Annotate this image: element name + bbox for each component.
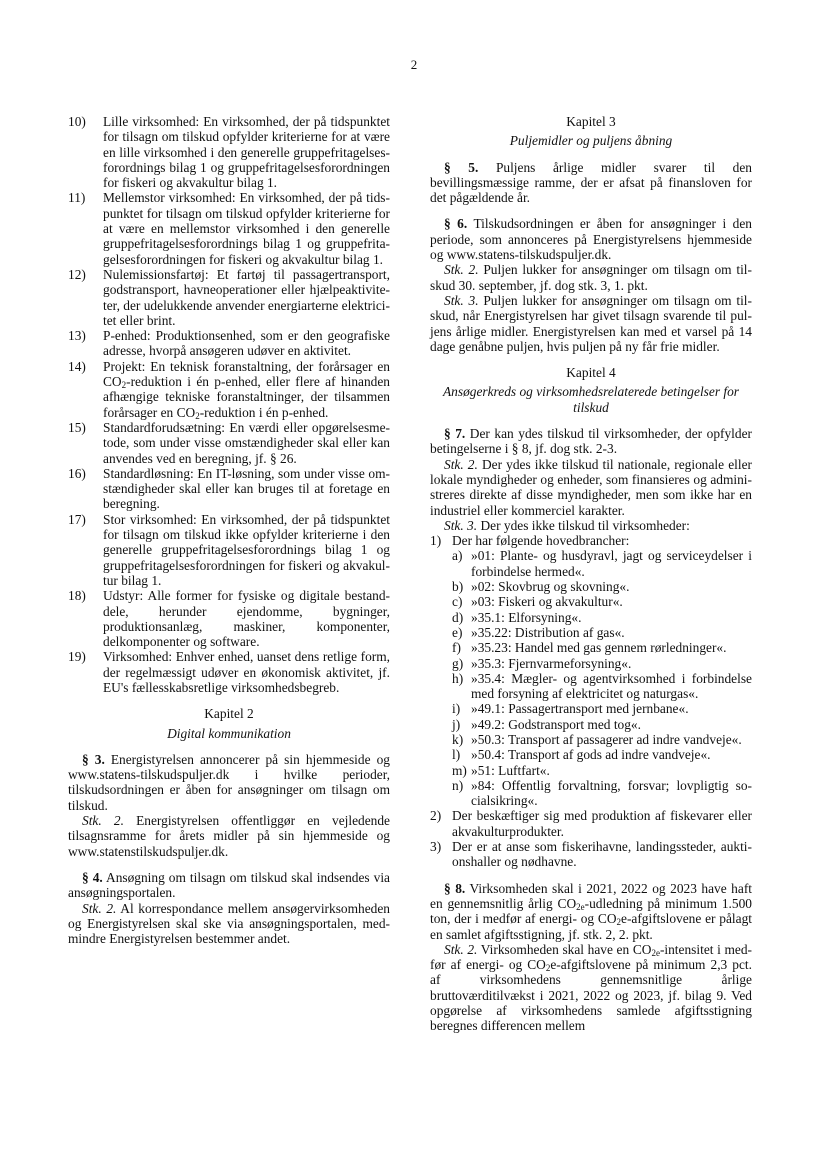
branch-item-letter: l) xyxy=(452,747,461,763)
branch-item xyxy=(430,763,752,778)
branch-item-text: »50.3: Transport af passagerer ad indre vandveje«. xyxy=(471,731,742,747)
section-7-text: Der kan ydes tilskud til virksomheder, der opfylder betingelserne i § 8, jf. dog stk. 2-3. xyxy=(430,426,752,457)
definition-item xyxy=(68,267,390,328)
section-8-stk-2-text: -intensitet i medfør af energi- og CO xyxy=(430,941,752,973)
definition-number: 17) xyxy=(68,511,86,527)
section-7-stk-2-text: Der ydes ikke tilskud til nationale, regionale eller lokale myndigheder og enheder, som finansieres og administreres direkte af disse myndigheder, men som ikke har en industriel eller kommerciel karakter. xyxy=(430,456,752,518)
section-8-text: -udledning på minimum 1.500 ton, der i medfør af energi- og CO xyxy=(430,895,752,927)
branch-sublist xyxy=(430,548,752,808)
branch-item-text: »35.23: Handel med gas gennem rørledninger«. xyxy=(471,640,727,656)
left-column xyxy=(68,114,390,946)
branch-item xyxy=(430,594,752,609)
definition-item xyxy=(68,466,390,512)
definition-number: 19) xyxy=(68,649,86,665)
branch-item-text: »49.1: Passagertransport med jernbane«. xyxy=(471,701,689,717)
section-3-number: § 3. xyxy=(82,751,105,767)
branch-item-letter: b) xyxy=(452,579,464,595)
branch-item xyxy=(430,610,752,625)
stk-label: Stk. 2. xyxy=(82,900,117,916)
definition-number: 14) xyxy=(68,358,86,374)
branch-item-letter: k) xyxy=(452,731,464,747)
section-6 xyxy=(430,216,752,262)
definition-text: Stor virksomhed: En virksomhed, der på tidspunktet for tilsagn om tilskud ikke opfylder kriterierne i den generelle gruppefritagelsesforordnings bilag 1 og gruppefritagelsesforordningen for fiskeri og akvakultur bilag 1. xyxy=(103,511,390,588)
definition-text: P-enhed: Produktionsenhed, som er den geografiske adresse, hvorpå ansøgeren udøver en aktivitet. xyxy=(103,328,390,359)
definition-item xyxy=(68,420,390,466)
definition-item xyxy=(68,328,390,359)
definition-text: Virksomhed: Enhver enhed, uanset dens retlige form, der regelmæssigt udøver en økonomisk aktivitet, jf. EU's fællesskabsretlige virksomhedsbegreb. xyxy=(103,649,390,695)
section-4-text: Ansøgning om tilsagn om tilskud skal indsendes via ansøgningsportalen. xyxy=(68,869,390,901)
subscript: 2 xyxy=(616,917,621,928)
branch-item xyxy=(430,548,752,579)
branch-item-letter: c) xyxy=(452,594,463,610)
list-item-number: 3) xyxy=(430,839,442,855)
branch-item-text: »35.3: Fjernvarmeforsyning«. xyxy=(471,655,632,671)
branch-item-text: »01: Plante- og husdyravl, jagt og serviceydelser i forbindelse hermed«. xyxy=(471,548,752,579)
definition-text: Lille virksomhed: En virksomhed, der på tidspunktet for tilsagn om tilskud opfylder kriterierne for at være en lille virksomhed i den generelle gruppefritagelsesforordnings bilag 1 og gruppefritagelsesforordningen for fiskeri og akvakultur bilag 1. xyxy=(103,114,390,191)
section-5 xyxy=(430,160,752,206)
section-4-stk-2-text: Al korrespondance mellem ansøgervirksomheden og Energistyrelsen skal ske via ansøgningsportalen, medmindre Energistyrelsen bestemmer andet. xyxy=(68,900,390,947)
list-item xyxy=(430,839,752,870)
definition-item xyxy=(68,114,390,190)
definition-item xyxy=(68,649,390,695)
section-7-stk-3-text: Der ydes ikke tilskud til virksomheder: xyxy=(477,517,690,533)
branch-item xyxy=(430,656,752,671)
stk-label: Stk. 2. xyxy=(444,456,478,472)
definition-text: Nulemissionsfartøj: Et fartøj til passagertransport, godstransport, havneoperationer eller hjælpeaktiviteter, der udelukkende anvender energiarterne elektricitet eller brint. xyxy=(103,266,390,328)
list-item-text: Der er at anse som fiskerihavne, landingssteder, auktionshaller og nødhavne. xyxy=(452,839,752,870)
definition-text: Udstyr: Alle former for fysiske og digitale bestanddele, herunder ejendomme, bygninger, produktionsanlæg, maskiner, komponenter, delkomponenter og software. xyxy=(103,588,390,650)
branch-item-letter: a) xyxy=(452,548,463,564)
definition-item xyxy=(68,190,390,266)
section-6-stk-2 xyxy=(430,262,752,293)
list-item xyxy=(430,533,752,548)
section-6-stk-2-text: Puljen lukker for ansøgninger om tilsagn om tilskud 30. september, jf. dog stk. 3, 1. pkt. xyxy=(430,262,752,293)
subscript: 2 xyxy=(195,410,200,421)
section-8-text: e-afgiftslovene er pålagt en samlet afgiftsstigning, jf. stk. 2, 2. pkt. xyxy=(430,911,752,942)
branch-item xyxy=(430,671,752,702)
definition-number: 12) xyxy=(68,266,86,282)
definition-text xyxy=(103,359,390,420)
branch-item-letter: f) xyxy=(452,640,461,656)
page-number: 2 xyxy=(410,57,418,72)
branch-item-text: »51: Luftfart«. xyxy=(471,762,550,778)
definition-number: 16) xyxy=(68,465,86,481)
stk-label: Stk. 2. xyxy=(444,262,479,278)
list-item-number: 1) xyxy=(430,533,442,549)
branch-item xyxy=(430,579,752,594)
branch-item-letter: n) xyxy=(452,777,464,793)
section-6-number: § 6. xyxy=(444,216,468,232)
section-4 xyxy=(68,870,390,901)
section-7-number: § 7. xyxy=(444,426,466,442)
branch-item-text: »35.22: Distribution af gas«. xyxy=(471,624,625,640)
branch-item xyxy=(430,778,752,809)
right-column xyxy=(430,114,752,1034)
definition-text: Standardforudsætning: En værdi eller opgørelsesmetode, som under visse omstændigheder skal eller kan anvendes ved en beregning, jf. § 26. xyxy=(103,419,390,466)
definition-text-part: -reduktion i én p-enhed, eller flere af hinanden afhængige tekniske foranstaltninger, der tilsammen forårsager en CO xyxy=(103,374,390,420)
chapter-3-title: Puljemidler og puljens åbning xyxy=(509,133,673,149)
branch-item-text: »84: Offentlig forvaltning, forsvar; lovpligtig socialsikring«. xyxy=(471,777,752,809)
section-8-number: § 8. xyxy=(444,880,466,896)
section-8-text: Virksomheden skal i 2021, 2022 og 2023 have haft en gennemsnitlig årlig CO xyxy=(430,880,753,911)
definition-text-part: -reduktion i én p-enhed. xyxy=(199,404,329,420)
branch-item-letter: d) xyxy=(452,609,464,625)
definition-item xyxy=(68,588,390,649)
section-3-text: Energistyrelsen annoncerer på sin hjemmeside og www.statens-tilskudspuljer.dk i hvilke perioder, tilskudsordningen er åben for ansøgninger om tilsagn om tilskud. xyxy=(68,751,390,813)
chapter-4-title: Ansøgerkreds og virksomhedsrelaterede betingelser for tilskud xyxy=(442,384,740,415)
branch-item-text: »35.1: Elforsyning«. xyxy=(471,609,582,625)
definition-text: Mellemstor virksomhed: En virksomhed, der på tidspunktet for tilsagn om tilskud opfylder kriterierne for at være en mellemstor virksomhed i den generelle gruppefritagelsesforordnings bilag 1 og gruppefritagelsesforordningen for fiskeri og akvakultur bilag 1. xyxy=(103,190,390,267)
definition-item xyxy=(68,359,390,420)
stk-label: Stk. 3. xyxy=(444,292,479,308)
branch-item xyxy=(430,717,752,732)
chapter-4-heading: Kapitel 4 xyxy=(566,365,616,381)
branch-item-text: »50.4: Transport af gods ad indre vandveje«. xyxy=(471,747,711,763)
definition-number: 13) xyxy=(68,328,86,344)
section-8-stk-2-text: e-afgiftslovene på minimum 2,3 pct. af virksomhedens gennemsnitlige årlige bruttoværditilvækst i 2021, 2022 og 2023, jf. bilag 9. Ved opgørelse af virksomhedens samlede afgiftsstigning beregnes differencen mellem xyxy=(430,957,752,1034)
definition-number: 15) xyxy=(68,419,86,435)
branch-item-letter: h) xyxy=(452,670,464,686)
branch-item-letter: i) xyxy=(452,701,461,717)
branch-item-text: »03: Fiskeri og akvakultur«. xyxy=(471,594,623,610)
definition-number: 11) xyxy=(68,190,86,206)
list-item xyxy=(430,808,752,839)
definition-text: Standardløsning: En IT-løsning, som under visse omstændigheder skal eller kan bruges til at foretage en beregning. xyxy=(103,465,390,512)
stk-label: Stk. 2. xyxy=(82,813,124,829)
section-3 xyxy=(68,752,390,813)
definition-text-part: Projekt: En teknisk foranstaltning, der forårsager en CO xyxy=(103,358,390,390)
branch-item-letter: g) xyxy=(452,655,464,671)
section-8-stk-2-text: Virksomheden skal have en CO xyxy=(477,941,652,957)
branch-item-letter: m) xyxy=(452,762,467,778)
section-8-stk-2 xyxy=(430,942,752,1034)
subscript: 2 xyxy=(545,963,551,974)
branch-item-text: »35.4: Mægler- og agentvirksomhed i forbindelse med forsyning af elektricitet og naturgas«. xyxy=(471,670,752,702)
branch-item xyxy=(430,732,752,747)
branch-item-letter: j) xyxy=(452,716,461,732)
list-item-number: 2) xyxy=(430,808,442,824)
section-4-stk-2 xyxy=(68,901,390,947)
branch-item-letter: e) xyxy=(452,624,463,640)
section-4-number: § 4. xyxy=(82,869,103,885)
chapter-3-heading: Kapitel 3 xyxy=(566,114,616,129)
branch-item xyxy=(430,747,752,762)
definition-number: 18) xyxy=(68,588,86,604)
stk-label: Stk. 3. xyxy=(444,517,478,533)
section-5-number: § 5. xyxy=(444,159,479,175)
section-8 xyxy=(430,881,752,942)
chapter-2-heading: Kapitel 2 xyxy=(204,706,254,722)
section-3-stk-2 xyxy=(68,813,390,859)
branch-item-text: »49.2: Godstransport med tog«. xyxy=(471,716,641,732)
section-5-text: Puljens årlige midler svarer til den bevillingsmæssige ramme, der er afsat på finansloven for det pågældende år. xyxy=(430,159,752,206)
section-6-stk-3-text: Puljen lukker for ansøgninger om tilsagn om tilskud, når Energistyrelsen har givet tilsagn svarende til puljens årlige midler. Energistyrelsen kan med et varsel på 14 dage genåbne puljen, hvis puljen på ny får frie midler. xyxy=(430,292,752,354)
branch-item xyxy=(430,625,752,640)
section-7-stk-3 xyxy=(430,518,752,533)
definition-number: 10) xyxy=(68,114,86,129)
definition-item xyxy=(68,512,390,588)
list-item-text: Der beskæftiger sig med produktion af fiskevarer eller akvakulturprodukter. xyxy=(452,808,752,839)
branch-item xyxy=(430,640,752,655)
section-3-stk-2-text: Energistyrelsen offentliggør en vejledende tilsagnsramme for årets midler på sin hjemmeside og www.statenstilskudspuljer.dk. xyxy=(68,813,390,859)
section-6-stk-3 xyxy=(430,293,752,354)
list-item-text: Der har følgende hovedbrancher: xyxy=(452,533,630,549)
stk-label: Stk. 2. xyxy=(444,941,478,957)
section-6-text: Tilskudsordningen er åben for ansøgninger i den periode, som annonceres på Energistyrelsens hjemmeside og www.statens-tilskudspuljer.dk. xyxy=(430,216,752,263)
section-7-stk-2 xyxy=(430,457,752,518)
subscript: 2e xyxy=(651,947,660,958)
section-7 xyxy=(430,426,752,457)
subscript: 2e xyxy=(576,901,585,912)
definition-list xyxy=(68,114,390,695)
branch-item-text: »02: Skovbrug og skovning«. xyxy=(471,579,630,595)
subscript: 2 xyxy=(121,380,127,391)
chapter-2-title: Digital kommunikation xyxy=(167,725,291,741)
branch-item xyxy=(430,701,752,716)
